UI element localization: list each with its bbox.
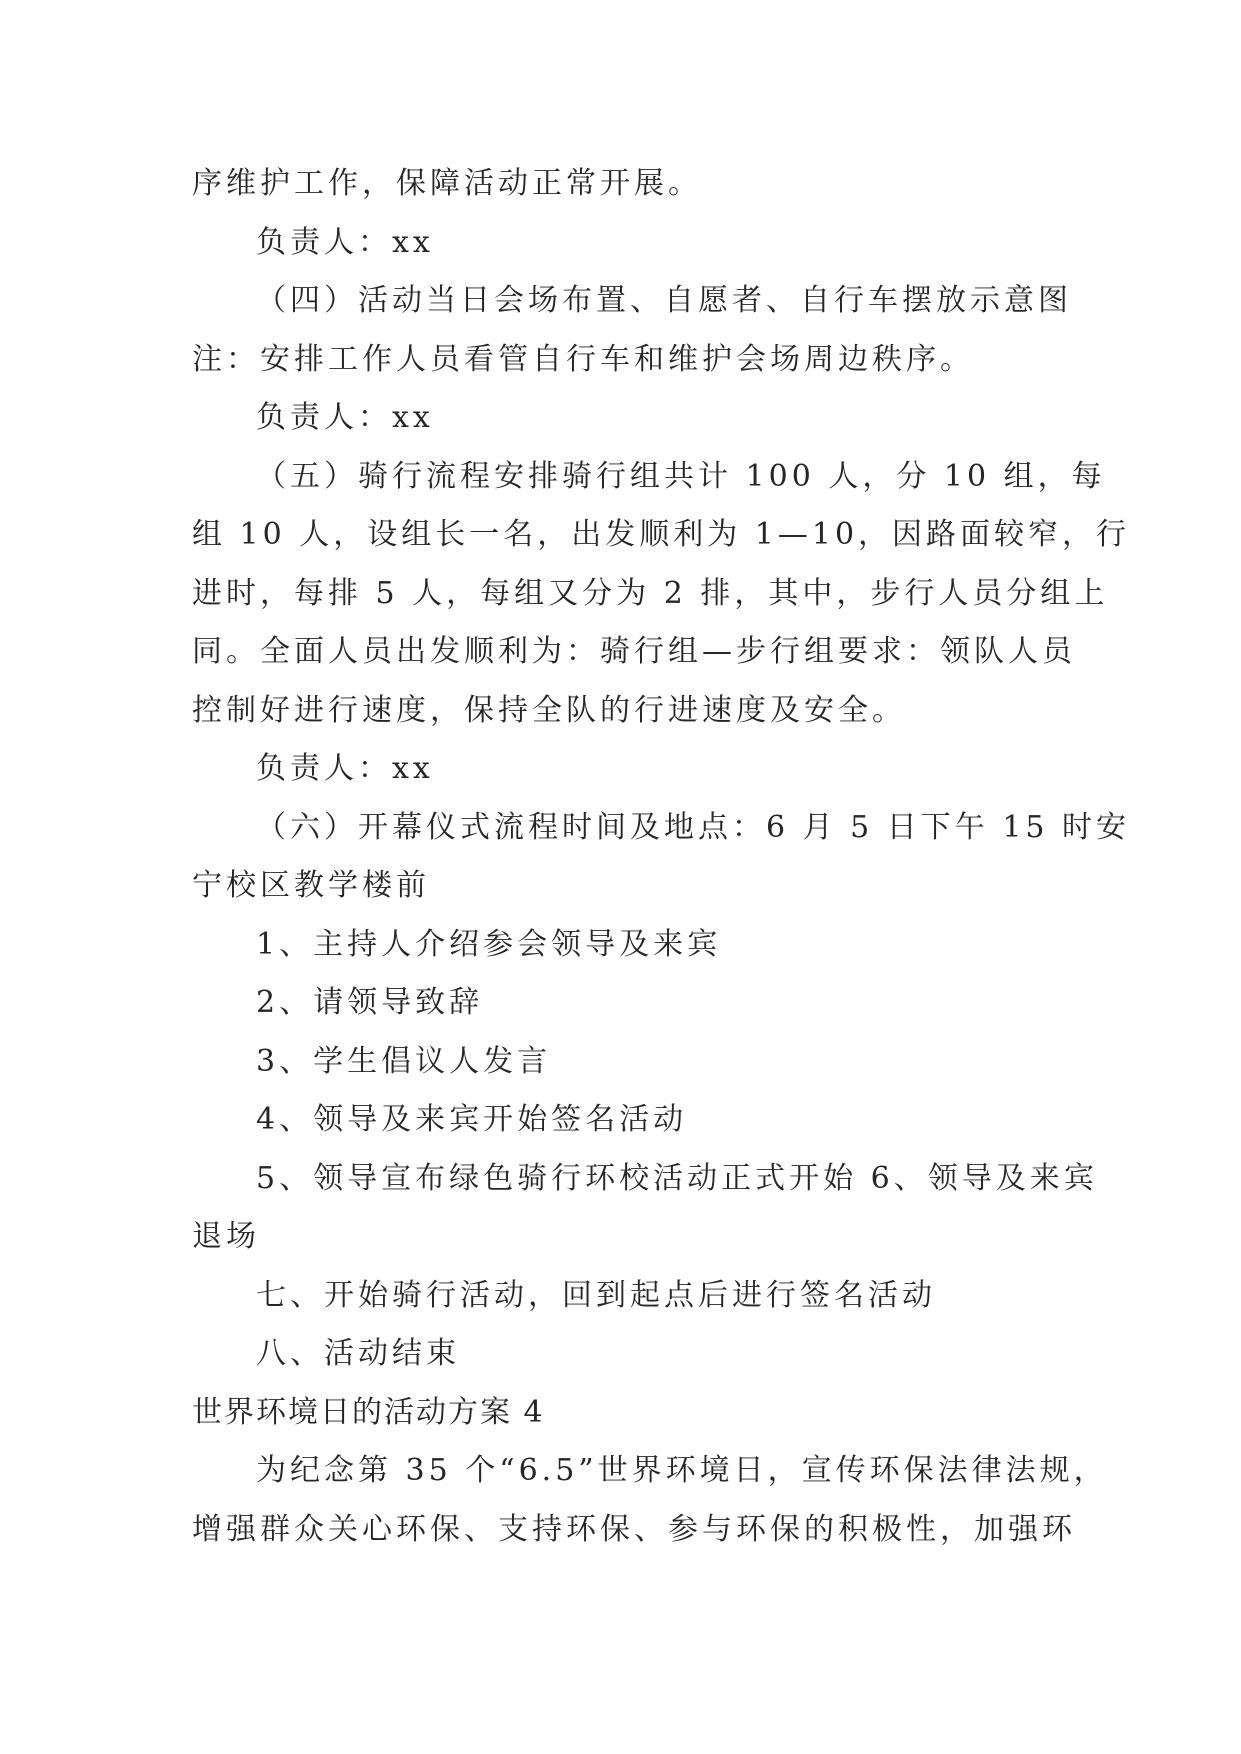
text-line: 宁校区教学楼前 — [192, 868, 430, 903]
text-line: （六）开幕仪式流程时间及地点：6 月 5 日下午 15 时安 — [256, 809, 1131, 845]
text-line: 负责人：xx — [256, 400, 434, 435]
text-line: 5、领导宣布绿色骑行环校活动正式开始 6、领导及来宾 — [256, 1160, 1098, 1196]
text-line: 七、开始骑行活动，回到起点后进行签名活动 — [256, 1277, 936, 1313]
text-line: 负责人：xx — [256, 224, 434, 260]
text-line: 2、请领导致辞 — [256, 985, 484, 1020]
text-line: （五）骑行流程安排骑行组共计 100 人，分 10 组，每 — [256, 458, 1106, 494]
text-line: 4、领导及来宾开始签名活动 — [256, 1102, 688, 1137]
document-body — [192, 155, 1131, 1559]
text-line: 负责人：xx — [256, 751, 434, 786]
text-line: 3、学生倡议人发言 — [256, 1043, 552, 1079]
text-line: 退场 — [192, 1219, 260, 1254]
text-line: 进时，每排 5 人，每组又分为 2 排，其中，步行人员分组上 — [192, 575, 1109, 611]
text-line: （四）活动当日会场布置、自愿者、自行车摆放示意图 — [256, 283, 1072, 318]
text-line: 注：安排工作人员看管自行车和维护会场周边秩序。 — [192, 341, 974, 377]
text-line: 序维护工作，保障活动正常开展。 — [192, 166, 702, 201]
text-line: 增强群众关心环保、支持环保、参与环保的积极性，加强环 — [192, 1511, 1076, 1547]
section-heading: 世界环境日的活动方案 4 — [192, 1394, 545, 1430]
text-line: 八、活动结束 — [256, 1336, 460, 1371]
text-line: 组 10 人，设组长一名，出发顺利为 1—10，因路面较窄，行 — [192, 517, 1131, 552]
text-line: 1、主持人介绍参会领导及来宾 — [256, 926, 722, 962]
text-line: 为纪念第 35 个“6.5”世界环境日，宣传环保法律法规， — [256, 1453, 1108, 1488]
text-line: 控制好进行速度，保持全队的行进速度及安全。 — [192, 692, 906, 728]
text-line: 同。全面人员出发顺利为：骑行组—步行组要求：领队人员 — [192, 634, 1076, 669]
